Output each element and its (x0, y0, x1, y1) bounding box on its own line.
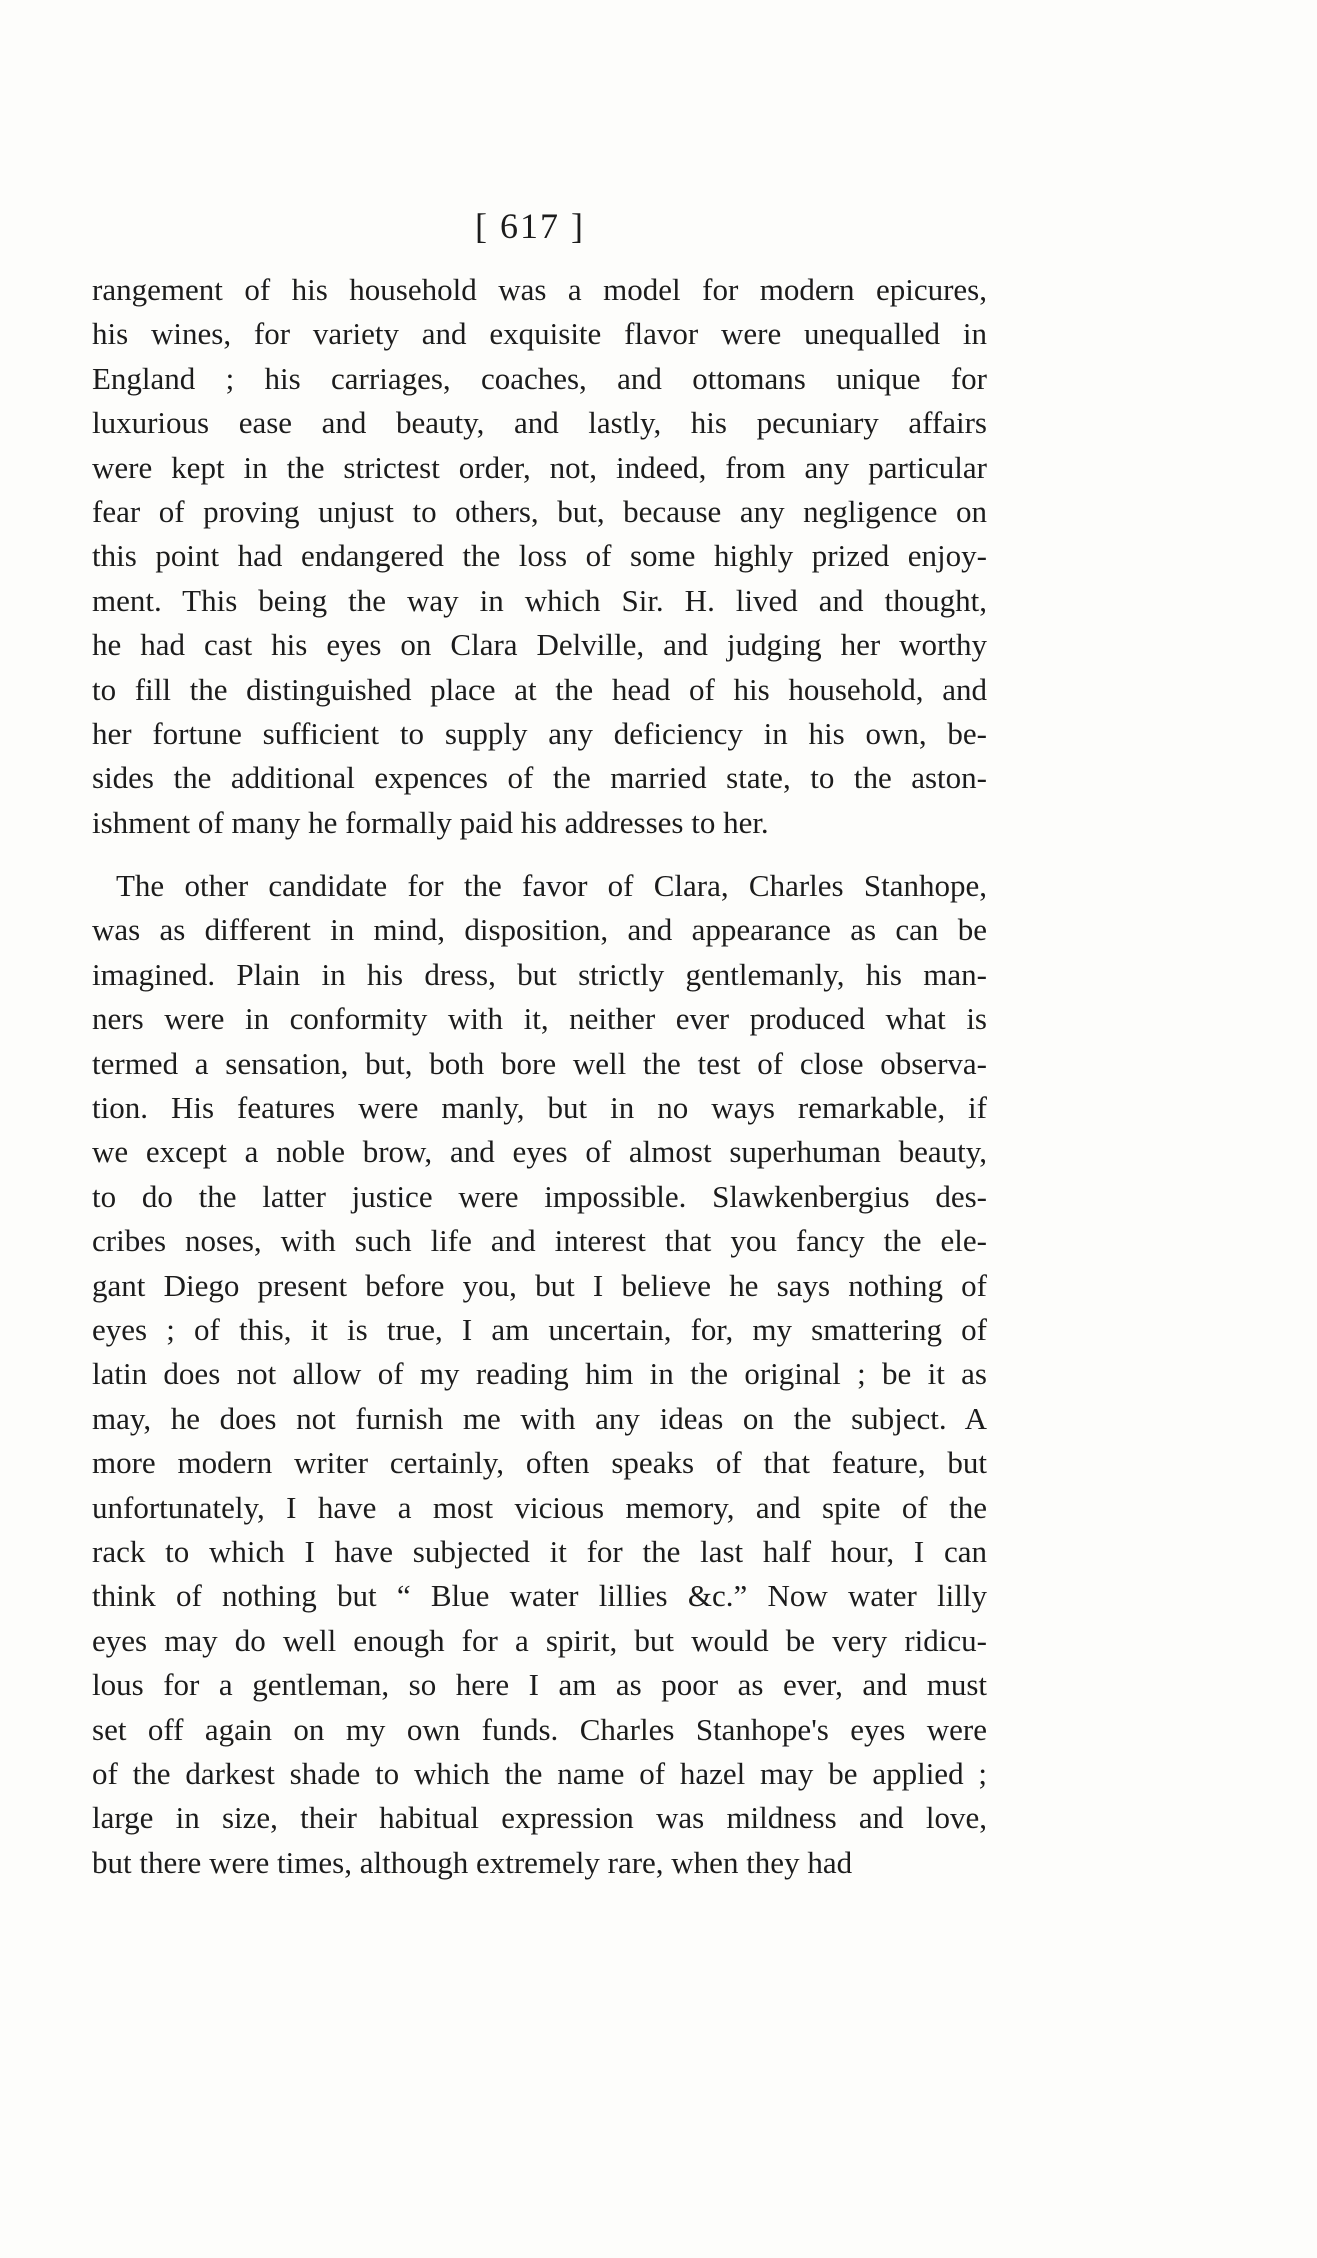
text-line: may, he does not furnish me with any ideas on the subject. A (92, 1400, 987, 1436)
text-line: this point had endangered the loss of some highly prized enjoy- (92, 538, 987, 574)
text-line: ners were in conformity with it, neither ever produced what is (92, 1001, 987, 1037)
text-line: he had cast his eyes on Clara Delville, and judging her worthy (92, 627, 987, 663)
text-line: set off again on my own funds. Charles Stanhope's eyes were (92, 1711, 987, 1747)
text-line: cribes noses, with such life and interest that you fancy the ele- (92, 1223, 987, 1259)
text-line: rack to which I have subjected it for the last half hour, I can (92, 1533, 987, 1569)
text-line: large in size, their habitual expression was mildness and love, (92, 1800, 987, 1836)
body-text (92, 268, 987, 1885)
text-line: latin does not allow of my reading him in the original ; be it as (92, 1356, 987, 1392)
text-line: but there were times, although extremely rare, when they had (92, 1844, 853, 1880)
text-line: termed a sensation, but, both bore well the test of close observa- (92, 1045, 987, 1081)
text-line: to do the latter justice were impossible. Slawkenbergius des- (92, 1178, 987, 1214)
paragraph (92, 864, 987, 1885)
text-line: ishment of many he formally paid his addresses to her. (92, 804, 769, 840)
text-line: her fortune sufficient to supply any deficiency in his own, be- (92, 715, 987, 751)
text-line: unfortunately, I have a most vicious memory, and spite of the (92, 1489, 987, 1525)
text-line: his wines, for variety and exquisite flavor were unequalled in (92, 316, 987, 352)
text-line: gant Diego present before you, but I believe he says nothing of (92, 1267, 987, 1303)
text-line: luxurious ease and beauty, and lastly, his pecuniary affairs (92, 405, 987, 441)
text-line: eyes ; of this, it is true, I am uncertain, for, my smattering of (92, 1311, 987, 1347)
paragraph (92, 268, 987, 845)
text-line: fear of proving unjust to others, but, because any negligence on (92, 493, 987, 529)
text-line: The other candidate for the favor of Clara, Charles Stanhope, (116, 868, 987, 904)
text-line: lous for a gentleman, so here I am as poor as ever, and must (92, 1667, 987, 1703)
text-line: were kept in the strictest order, not, indeed, from any particular (92, 449, 987, 485)
text-line: of the darkest shade to which the name of hazel may be applied ; (92, 1755, 987, 1791)
text-line: more modern writer certainly, often speaks of that feature, but (92, 1445, 987, 1481)
text-line: England ; his carriages, coaches, and ottomans unique for (92, 360, 987, 396)
text-line: ment. This being the way in which Sir. H. lived and thought, (92, 582, 987, 618)
page-number: [ 617 ] (475, 206, 585, 246)
text-line: sides the additional expences of the married state, to the aston- (92, 760, 987, 796)
text-line: tion. His features were manly, but in no ways remarkable, if (92, 1090, 987, 1126)
text-line: was as different in mind, disposition, and appearance as can be (92, 912, 987, 948)
text-line: eyes may do well enough for a spirit, but would be very ridicu- (92, 1622, 987, 1658)
text-line: think of nothing but “ Blue water lillies &c.” Now water lilly (92, 1578, 987, 1614)
text-line: imagined. Plain in his dress, but strictly gentlemanly, his man- (92, 956, 987, 992)
text-line: we except a noble brow, and eyes of almost superhuman beauty, (92, 1134, 987, 1170)
text-line: to fill the distinguished place at the head of his household, and (92, 671, 987, 707)
text-line: rangement of his household was a model for modern epicures, (92, 272, 987, 307)
